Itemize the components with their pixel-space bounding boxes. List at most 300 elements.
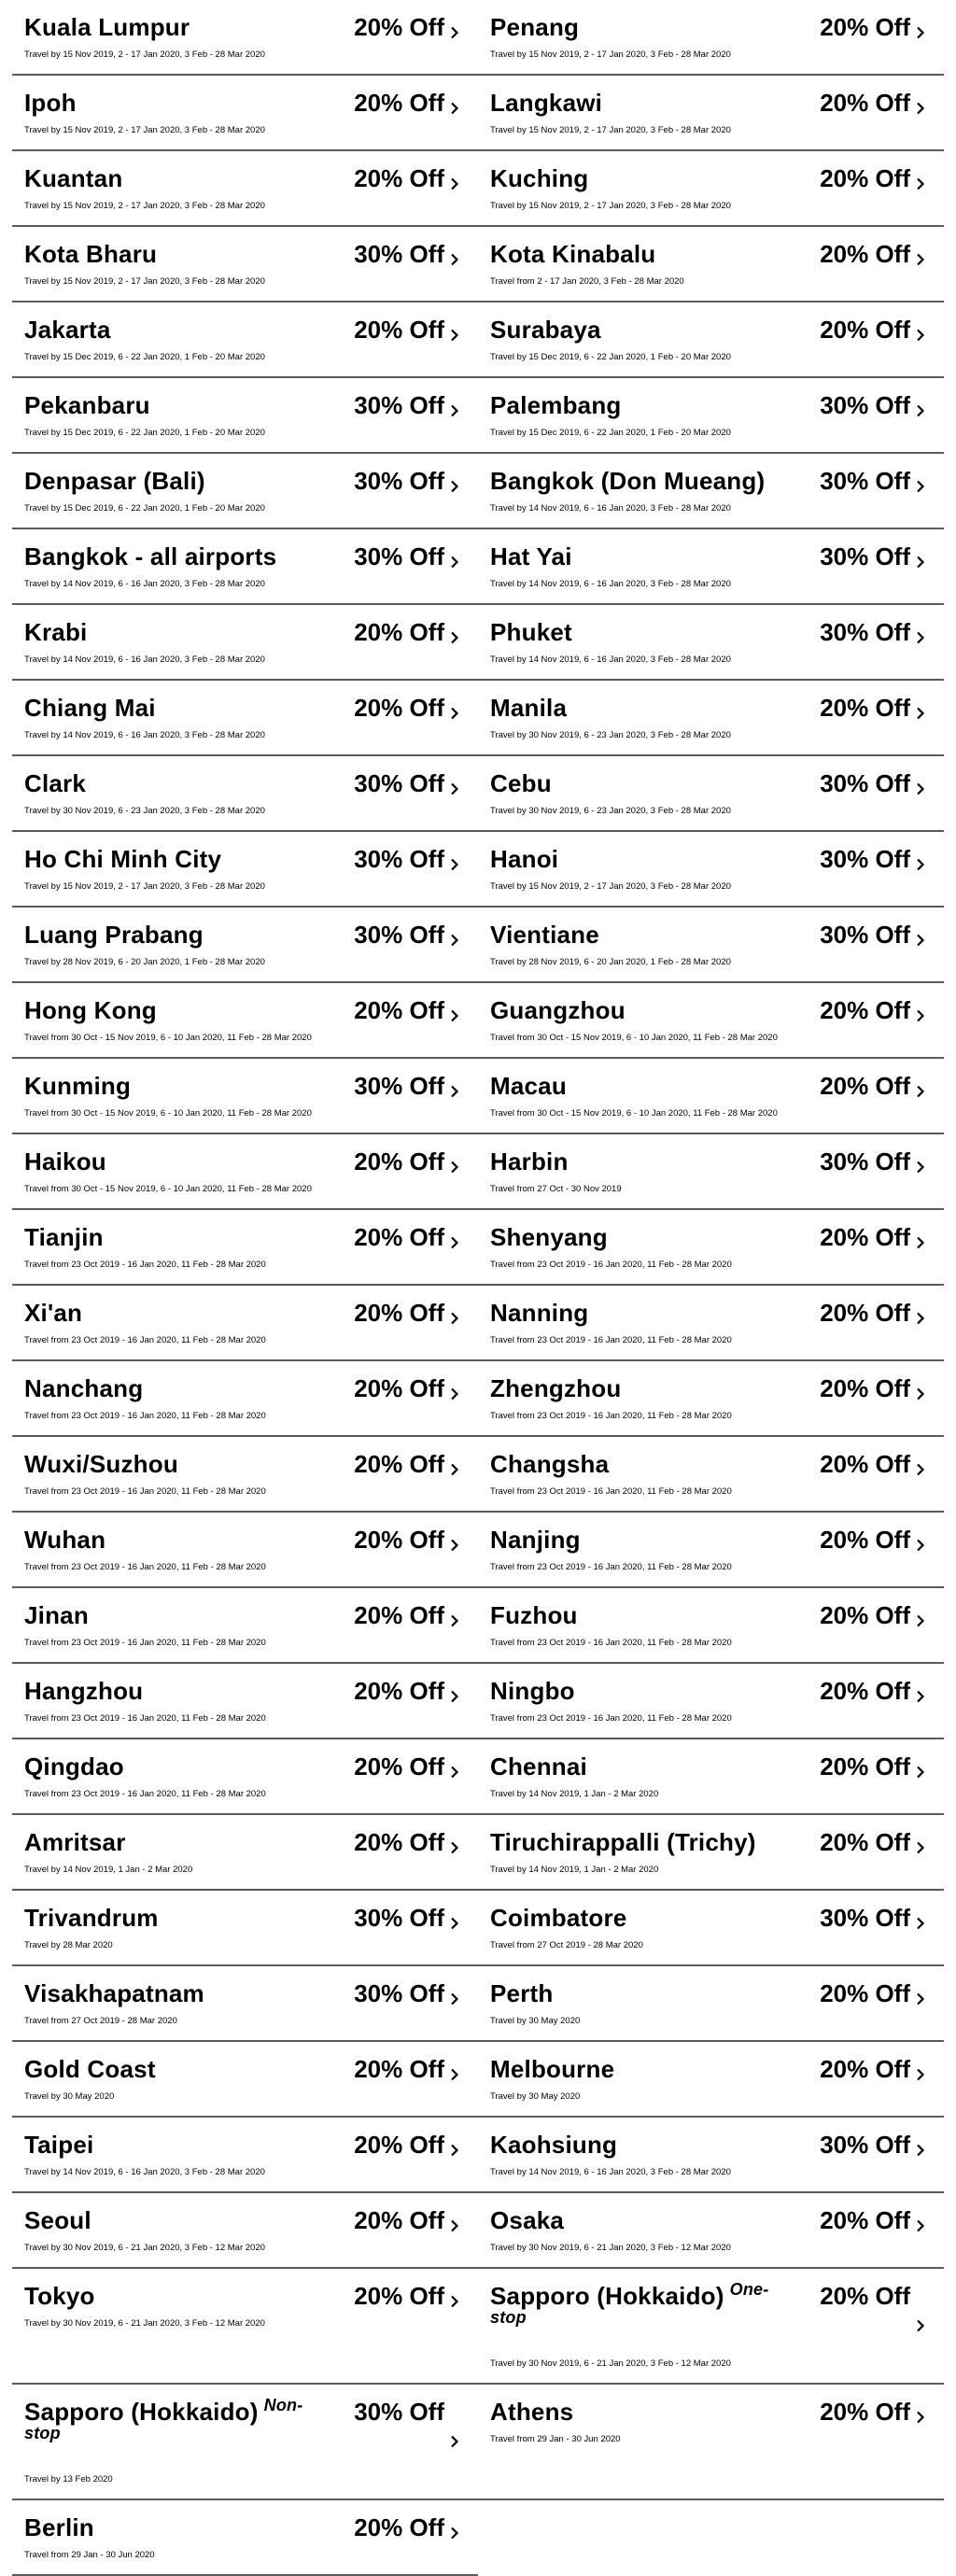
- destination-name: [490, 694, 567, 722]
- discount-group: [354, 1979, 465, 2007]
- chevron-right-icon[interactable]: [910, 2206, 931, 2232]
- chevron-right-icon[interactable]: [444, 1147, 465, 1174]
- travel-dates: Travel by 15 Dec 2019, 6 - 22 Jan 2020, 1 Feb - 20 Mar 2020: [24, 503, 265, 514]
- city-label: Changsha: [490, 1450, 610, 1478]
- discount-label: 30% Off: [354, 391, 444, 419]
- chevron-right-icon[interactable]: [910, 1828, 931, 1854]
- destination-name: [490, 542, 572, 570]
- city-label: Coimbatore: [490, 1904, 627, 1932]
- offer-header: [24, 13, 478, 41]
- offer-header: [490, 1072, 944, 1100]
- city-label: Seoul: [24, 2206, 91, 2234]
- offer-item-kuching[interactable]: [478, 151, 944, 227]
- city-label: Fuzhou: [490, 1601, 578, 1629]
- city-label: Harbin: [490, 1147, 569, 1175]
- travel-dates: Travel from 23 Oct 2019 - 16 Jan 2020, 11 Feb - 28 Mar 2020: [24, 1486, 266, 1497]
- chevron-right-icon[interactable]: [444, 845, 465, 871]
- travel-dates: Travel from 30 Oct - 15 Nov 2019, 6 - 10 Jan 2020, 11 Feb - 28 Mar 2020: [490, 1108, 778, 1119]
- destination-name: [24, 1753, 124, 1781]
- travel-dates: Travel from 27 Oct - 30 Nov 2019: [490, 1184, 622, 1194]
- chevron-right-icon[interactable]: [910, 164, 931, 190]
- chevron-right-icon[interactable]: [910, 1979, 931, 2006]
- travel-dates: Travel from 29 Jan - 30 Jun 2020: [24, 2550, 155, 2560]
- chevron-right-icon[interactable]: [444, 618, 465, 644]
- discount-group: [354, 769, 465, 797]
- chevron-right-icon[interactable]: [910, 467, 931, 493]
- chevron-right-icon[interactable]: [444, 2513, 465, 2540]
- chevron-right-icon[interactable]: [444, 1299, 465, 1325]
- chevron-right-icon[interactable]: [910, 1601, 931, 1627]
- destination-name: [24, 921, 204, 949]
- chevron-right-icon[interactable]: [444, 89, 465, 115]
- offer-header: [490, 1904, 944, 1932]
- city-label: Qingdao: [24, 1753, 124, 1781]
- offer-header: [24, 1601, 478, 1629]
- destination-name: [490, 1072, 567, 1100]
- city-label: Clark: [24, 769, 87, 797]
- city-label: Nanchang: [24, 1374, 144, 1402]
- offer-item-guangzhou[interactable]: [478, 983, 944, 1059]
- discount-group: [354, 2131, 465, 2159]
- city-label: Kuantan: [24, 164, 123, 192]
- chevron-right-icon[interactable]: [910, 1374, 931, 1401]
- discount-group: [820, 2131, 931, 2159]
- travel-dates: Travel from 27 Oct 2019 - 28 Mar 2020: [490, 1940, 643, 1950]
- travel-dates: Travel by 30 Nov 2019, 6 - 23 Jan 2020, 3 Feb - 28 Mar 2020: [24, 806, 265, 816]
- offer-item-gold-coast[interactable]: [12, 2042, 478, 2118]
- chevron-right-icon[interactable]: [444, 1450, 465, 1476]
- chevron-right-icon[interactable]: [910, 240, 931, 266]
- city-label: Tokyo: [24, 2282, 95, 2310]
- chevron-right-icon[interactable]: [910, 1753, 931, 1779]
- chevron-right-icon[interactable]: [910, 316, 931, 342]
- discount-group: [354, 164, 465, 192]
- discount-group: [820, 618, 931, 646]
- chevron-right-icon[interactable]: [444, 1526, 465, 1552]
- chevron-right-icon[interactable]: [910, 391, 931, 417]
- destination-name: [490, 467, 765, 495]
- offer-item-fuzhou[interactable]: [478, 1588, 944, 1664]
- offer-header: [24, 2282, 478, 2310]
- city-label: Gold Coast: [24, 2055, 156, 2083]
- discount-group: [820, 1677, 931, 1705]
- chevron-right-icon[interactable]: [910, 921, 931, 947]
- offer-item-nanning[interactable]: [478, 1286, 944, 1361]
- discount-label: 20% Off: [820, 1374, 910, 1402]
- offer-item-clark[interactable]: [12, 756, 478, 832]
- discount-label: 20% Off: [820, 1753, 910, 1781]
- destination-name: [24, 1374, 143, 1402]
- travel-dates: Travel by 30 Nov 2019, 6 - 21 Jan 2020, 3 Feb - 12 Mar 2020: [490, 2243, 731, 2253]
- destination-name: [24, 1904, 159, 1932]
- destination-name: [24, 1601, 89, 1629]
- destination-name: [490, 240, 655, 268]
- discount-label: 20% Off: [820, 1828, 910, 1856]
- offer-item-surabaya[interactable]: [478, 303, 944, 378]
- city-label: Surabaya: [490, 316, 601, 344]
- offer-item-taipei[interactable]: [12, 2118, 478, 2193]
- offer-item-chennai[interactable]: [478, 1739, 944, 1815]
- travel-dates: Travel by 14 Nov 2019, 1 Jan - 2 Mar 2020: [490, 1789, 659, 1799]
- offer-item-penang[interactable]: [478, 0, 944, 76]
- offer-item-melbourne[interactable]: [478, 2042, 944, 2118]
- offer-list: [12, 0, 944, 2576]
- offer-item-chiang-mai[interactable]: [12, 681, 478, 756]
- offer-header: [24, 2206, 478, 2234]
- city-label: Zhengzhou: [490, 1374, 622, 1402]
- chevron-right-icon[interactable]: [910, 1147, 931, 1174]
- discount-group: [354, 694, 465, 722]
- offer-header: [24, 996, 478, 1024]
- discount-label: 20% Off: [820, 996, 910, 1024]
- discount-group: [354, 1072, 465, 1100]
- discount-label: 30% Off: [820, 1147, 910, 1175]
- city-label: Chiang Mai: [24, 694, 156, 722]
- discount-label: 20% Off: [354, 1828, 444, 1856]
- offer-item-coimbatore[interactable]: [478, 1891, 944, 1966]
- offer-item-shenyang[interactable]: [478, 1210, 944, 1286]
- discount-label: 30% Off: [820, 1904, 910, 1932]
- chevron-right-icon[interactable]: [444, 1601, 465, 1627]
- discount-group: [354, 316, 465, 344]
- destination-name: [24, 2055, 156, 2083]
- offer-item-ho-chi-minh-city[interactable]: [12, 832, 478, 908]
- offer-item-palembang[interactable]: [478, 378, 944, 454]
- offer-item-hong-kong[interactable]: [12, 983, 478, 1059]
- chevron-right-icon[interactable]: [910, 1223, 931, 1249]
- discount-group: [820, 542, 931, 570]
- empty-cell: [478, 2500, 944, 2576]
- offer-item-sapporo-hokkaido-one-stop[interactable]: [478, 2269, 944, 2385]
- city-label: Macau: [490, 1072, 567, 1100]
- destination-name: [24, 1979, 204, 2007]
- discount-label: 30% Off: [820, 921, 910, 949]
- chevron-right-icon[interactable]: [910, 1526, 931, 1552]
- travel-dates: Travel from 27 Oct 2019 - 28 Mar 2020: [24, 2016, 177, 2026]
- city-label: Amritsar: [24, 1828, 126, 1856]
- chevron-right-icon[interactable]: [444, 2282, 465, 2308]
- chevron-right-icon[interactable]: [910, 694, 931, 720]
- travel-dates: Travel by 15 Nov 2019, 2 - 17 Jan 2020, 3 Feb - 28 Mar 2020: [490, 49, 731, 60]
- offer-header: [490, 542, 944, 570]
- destination-name: [490, 1526, 581, 1554]
- discount-label: 30% Off: [354, 769, 444, 797]
- chevron-right-icon[interactable]: [444, 2398, 465, 2448]
- destination-name: [490, 1450, 609, 1478]
- chevron-right-icon[interactable]: [910, 1072, 931, 1098]
- discount-group: [820, 391, 931, 419]
- chevron-right-icon[interactable]: [910, 2282, 931, 2332]
- travel-dates: Travel by 14 Nov 2019, 6 - 16 Jan 2020, 3 Feb - 28 Mar 2020: [490, 655, 731, 665]
- chevron-right-icon[interactable]: [444, 542, 465, 569]
- destination-name: [490, 1223, 608, 1251]
- offer-item-xi-an[interactable]: [12, 1286, 478, 1361]
- destination-name: [490, 769, 552, 797]
- offer-item-visakhapatnam[interactable]: [12, 1966, 478, 2042]
- city-label: Trivandrum: [24, 1904, 159, 1932]
- destination-name: [24, 1828, 126, 1856]
- chevron-right-icon[interactable]: [444, 391, 465, 417]
- city-label: Jakarta: [24, 316, 111, 344]
- travel-dates: Travel from 2 - 17 Jan 2020, 3 Feb - 28 Mar 2020: [490, 276, 684, 287]
- chevron-right-icon[interactable]: [444, 316, 465, 342]
- offer-item-kunming[interactable]: [12, 1059, 478, 1134]
- travel-dates: Travel by 28 Nov 2019, 6 - 20 Jan 2020, 1 Feb - 28 Mar 2020: [24, 957, 265, 967]
- destination-name: [24, 1450, 178, 1478]
- chevron-right-icon[interactable]: [910, 996, 931, 1022]
- offer-item-hangzhou[interactable]: [12, 1664, 478, 1739]
- discount-group: [820, 316, 931, 344]
- chevron-right-icon[interactable]: [910, 2398, 931, 2424]
- offer-item-pekanbaru[interactable]: [12, 378, 478, 454]
- offer-item-seoul[interactable]: [12, 2193, 478, 2269]
- offer-header: [24, 1072, 478, 1100]
- offer-header: [24, 1828, 478, 1856]
- chevron-right-icon[interactable]: [444, 1677, 465, 1703]
- chevron-right-icon[interactable]: [444, 2055, 465, 2081]
- offer-item-amritsar[interactable]: [12, 1815, 478, 1891]
- offer-header: [24, 921, 478, 949]
- offer-item-kuantan[interactable]: [12, 151, 478, 227]
- offer-item-wuhan[interactable]: [12, 1513, 478, 1588]
- city-label: Langkawi: [490, 89, 603, 117]
- offer-header: [24, 240, 478, 268]
- route-type-tag: One-stop: [490, 2280, 769, 2328]
- travel-dates: Travel from 23 Oct 2019 - 16 Jan 2020, 11 Feb - 28 Mar 2020: [490, 1260, 732, 1270]
- chevron-right-icon[interactable]: [444, 1904, 465, 1930]
- offer-item-ningbo[interactable]: [478, 1664, 944, 1739]
- chevron-right-icon[interactable]: [444, 996, 465, 1022]
- chevron-right-icon[interactable]: [910, 2131, 931, 2157]
- chevron-right-icon[interactable]: [444, 1753, 465, 1779]
- travel-dates: Travel by 15 Nov 2019, 2 - 17 Jan 2020, 3 Feb - 28 Mar 2020: [24, 881, 265, 892]
- city-label: Guangzhou: [490, 996, 626, 1024]
- destination-name: [490, 996, 626, 1024]
- offer-item-kaohsiung[interactable]: [478, 2118, 944, 2193]
- chevron-right-icon[interactable]: [910, 2055, 931, 2081]
- chevron-right-icon[interactable]: [444, 921, 465, 947]
- destination-name: [490, 1147, 569, 1175]
- travel-dates: Travel by 13 Feb 2020: [24, 2474, 113, 2485]
- discount-group: [820, 89, 931, 117]
- chevron-right-icon[interactable]: [910, 1677, 931, 1703]
- chevron-right-icon[interactable]: [910, 1904, 931, 1930]
- chevron-right-icon[interactable]: [910, 1299, 931, 1325]
- offer-item-cebu[interactable]: [478, 756, 944, 832]
- offer-item-osaka[interactable]: [478, 2193, 944, 2269]
- discount-group: [354, 13, 465, 41]
- discount-group: [820, 164, 931, 192]
- destination-name: [24, 89, 77, 117]
- offer-item-krabi[interactable]: [12, 605, 478, 681]
- discount-group: [354, 1374, 465, 1402]
- discount-group: [354, 1904, 465, 1932]
- offer-item-qingdao[interactable]: [12, 1739, 478, 1815]
- discount-label: 30% Off: [354, 240, 444, 268]
- city-label: Palembang: [490, 391, 622, 419]
- offer-item-hat-yai[interactable]: [478, 529, 944, 605]
- offer-header: [490, 391, 944, 419]
- discount-group: [354, 1147, 465, 1175]
- offer-item-nanchang[interactable]: [12, 1361, 478, 1437]
- offer-item-phuket[interactable]: [478, 605, 944, 681]
- chevron-right-icon[interactable]: [444, 164, 465, 190]
- destination-name: [490, 1979, 553, 2007]
- discount-group: [820, 694, 931, 722]
- discount-label: 20% Off: [354, 1223, 444, 1251]
- discount-label: 30% Off: [820, 391, 910, 419]
- chevron-right-icon[interactable]: [444, 694, 465, 720]
- offer-header: [24, 542, 478, 570]
- travel-dates: Travel by 14 Nov 2019, 6 - 16 Jan 2020, 3 Feb - 28 Mar 2020: [490, 2167, 731, 2177]
- chevron-right-icon[interactable]: [910, 845, 931, 871]
- city-label: Hong Kong: [24, 996, 157, 1024]
- discount-group: [354, 996, 465, 1024]
- discount-group: [354, 845, 465, 873]
- travel-dates: Travel from 23 Oct 2019 - 16 Jan 2020, 11 Feb - 28 Mar 2020: [24, 1713, 266, 1724]
- offer-item-perth[interactable]: [478, 1966, 944, 2042]
- chevron-right-icon[interactable]: [444, 2131, 465, 2157]
- offer-item-trivandrum[interactable]: [12, 1891, 478, 1966]
- travel-dates: Travel from 23 Oct 2019 - 16 Jan 2020, 11 Feb - 28 Mar 2020: [24, 1789, 266, 1799]
- chevron-right-icon[interactable]: [444, 1223, 465, 1249]
- offer-item-haikou[interactable]: [12, 1134, 478, 1210]
- city-label: Wuxi/Suzhou: [24, 1450, 178, 1478]
- offer-item-tokyo[interactable]: [12, 2269, 478, 2385]
- discount-label: 20% Off: [820, 1299, 910, 1327]
- destination-name: [24, 316, 110, 344]
- destination-name: [24, 618, 87, 646]
- discount-label: 20% Off: [354, 1374, 444, 1402]
- offer-header: [490, 1601, 944, 1629]
- offer-item-kuala-lumpur[interactable]: [12, 0, 478, 76]
- travel-dates: Travel by 14 Nov 2019, 6 - 16 Jan 2020, 3 Feb - 28 Mar 2020: [24, 579, 265, 589]
- chevron-right-icon[interactable]: [910, 618, 931, 644]
- discount-label: 20% Off: [820, 2206, 910, 2234]
- city-label: Hat Yai: [490, 542, 572, 570]
- chevron-right-icon[interactable]: [444, 769, 465, 795]
- discount-label: 20% Off: [820, 1526, 910, 1554]
- offer-item-zhengzhou[interactable]: [478, 1361, 944, 1437]
- city-label: Melbourne: [490, 2055, 615, 2083]
- offer-header: [490, 2282, 944, 2338]
- chevron-right-icon[interactable]: [910, 1450, 931, 1476]
- destination-name: [24, 845, 221, 873]
- chevron-right-icon[interactable]: [910, 89, 931, 115]
- discount-label: 20% Off: [820, 89, 910, 117]
- discount-group: [820, 1526, 931, 1554]
- destination-name: [490, 2398, 573, 2426]
- offer-header: [490, 1753, 944, 1781]
- destination-name: [490, 1677, 575, 1705]
- offer-header: [24, 2398, 478, 2454]
- offer-header: [490, 13, 944, 41]
- offer-item-nanjing[interactable]: [478, 1513, 944, 1588]
- offer-header: [490, 921, 944, 949]
- offer-item-jakarta[interactable]: [12, 303, 478, 378]
- offer-item-harbin[interactable]: [478, 1134, 944, 1210]
- discount-group: [354, 1223, 465, 1251]
- discount-group: [820, 467, 931, 495]
- travel-dates: Travel by 15 Dec 2019, 6 - 22 Jan 2020, 1 Feb - 20 Mar 2020: [24, 428, 265, 438]
- chevron-right-icon[interactable]: [910, 13, 931, 39]
- destination-name: [490, 89, 602, 117]
- travel-dates: Travel by 30 May 2020: [24, 2091, 115, 2102]
- offer-item-hanoi[interactable]: [478, 832, 944, 908]
- discount-group: [820, 921, 931, 949]
- discount-label: 20% Off: [820, 1677, 910, 1705]
- offer-item-berlin[interactable]: [12, 2500, 478, 2576]
- offer-item-changsha[interactable]: [478, 1437, 944, 1513]
- offer-header: [24, 1753, 478, 1781]
- offer-header: [490, 996, 944, 1024]
- discount-group: [354, 618, 465, 646]
- offer-item-tianjin[interactable]: [12, 1210, 478, 1286]
- city-label: Cebu: [490, 769, 552, 797]
- chevron-right-icon[interactable]: [910, 769, 931, 795]
- travel-dates: Travel by 30 May 2020: [490, 2016, 581, 2026]
- city-label: Jinan: [24, 1601, 89, 1629]
- route-type-tag: Non-stop: [24, 2396, 303, 2443]
- discount-group: [820, 2206, 931, 2234]
- travel-dates: Travel by 30 Nov 2019, 6 - 21 Jan 2020, 3 Feb - 12 Mar 2020: [24, 2318, 265, 2329]
- offer-item-kota-bharu[interactable]: [12, 227, 478, 303]
- discount-group: [354, 467, 465, 495]
- chevron-right-icon[interactable]: [910, 542, 931, 569]
- city-label: Kuching: [490, 164, 589, 192]
- discount-label: 20% Off: [820, 13, 910, 41]
- travel-dates: Travel from 23 Oct 2019 - 16 Jan 2020, 11 Feb - 28 Mar 2020: [490, 1562, 732, 1572]
- chevron-right-icon[interactable]: [444, 2206, 465, 2232]
- offer-item-macau[interactable]: [478, 1059, 944, 1134]
- offer-item-athens[interactable]: [478, 2385, 944, 2500]
- chevron-right-icon[interactable]: [444, 1374, 465, 1401]
- travel-dates: Travel from 29 Jan - 30 Jun 2020: [490, 2434, 621, 2444]
- chevron-right-icon[interactable]: [444, 1828, 465, 1854]
- offer-item-tiruchirappalli-trichy[interactable]: [478, 1815, 944, 1891]
- offer-item-vientiane[interactable]: [478, 908, 944, 983]
- chevron-right-icon[interactable]: [444, 13, 465, 39]
- offer-item-sapporo-hokkaido-non-stop[interactable]: [12, 2385, 478, 2500]
- destination-name: [24, 996, 157, 1024]
- discount-label: 30% Off: [354, 2398, 444, 2426]
- offer-item-ipoh[interactable]: [12, 76, 478, 151]
- chevron-right-icon[interactable]: [444, 1072, 465, 1098]
- chevron-right-icon[interactable]: [444, 240, 465, 266]
- travel-dates: Travel from 23 Oct 2019 - 16 Jan 2020, 11 Feb - 28 Mar 2020: [24, 1411, 266, 1421]
- offer-item-langkawi[interactable]: [478, 76, 944, 151]
- offer-item-wuxi-suzhou[interactable]: [12, 1437, 478, 1513]
- travel-dates: Travel by 15 Nov 2019, 2 - 17 Jan 2020, 3 Feb - 28 Mar 2020: [24, 49, 265, 60]
- offer-header: [490, 1828, 944, 1856]
- city-label: Vientiane: [490, 921, 599, 949]
- offer-item-kota-kinabalu[interactable]: [478, 227, 944, 303]
- offer-item-luang-prabang[interactable]: [12, 908, 478, 983]
- chevron-right-icon[interactable]: [444, 467, 465, 493]
- discount-group: [820, 1223, 931, 1251]
- destination-name: [24, 694, 156, 722]
- discount-label: 20% Off: [354, 1753, 444, 1781]
- offer-item-jinan[interactable]: [12, 1588, 478, 1664]
- chevron-right-icon[interactable]: [444, 1979, 465, 2006]
- offer-item-denpasar-bali[interactable]: [12, 454, 478, 529]
- discount-group: [354, 240, 465, 268]
- offer-item-bangkok-all-airports[interactable]: [12, 529, 478, 605]
- discount-group: [820, 845, 931, 873]
- offer-item-bangkok-don-mueang[interactable]: [478, 454, 944, 529]
- destination-name: [490, 1374, 621, 1402]
- offer-item-manila[interactable]: [478, 681, 944, 756]
